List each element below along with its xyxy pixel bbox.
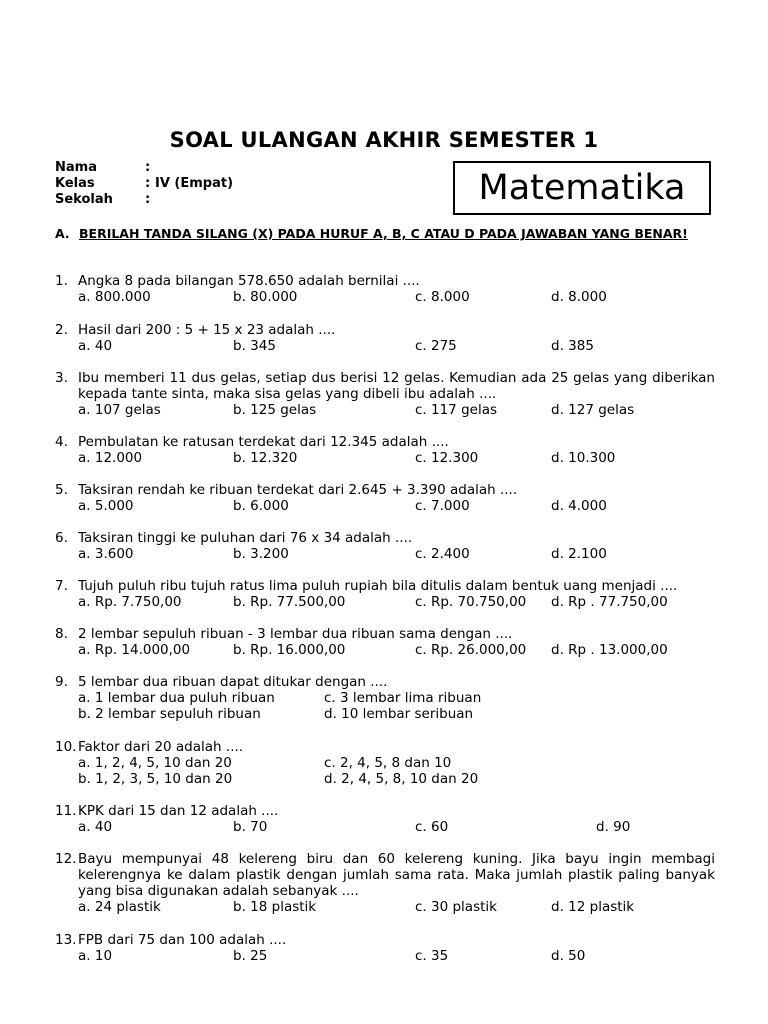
question-number: 9. bbox=[55, 674, 68, 690]
question-number: 7. bbox=[55, 578, 68, 594]
question-number: 10. bbox=[55, 739, 77, 755]
answer-option-a[interactable]: a. 40 bbox=[78, 819, 113, 835]
answer-option-b[interactable]: b. 12.320 bbox=[233, 450, 298, 466]
answer-options bbox=[78, 899, 715, 915]
field-kelas bbox=[55, 176, 233, 192]
question-3 bbox=[55, 370, 715, 418]
answer-option-d[interactable]: d. 2.100 bbox=[551, 546, 607, 562]
question-number: 2. bbox=[55, 322, 68, 338]
field-sekolah bbox=[55, 192, 233, 208]
question-5 bbox=[55, 482, 715, 514]
answer-option-b[interactable]: b. 345 bbox=[233, 338, 276, 354]
answer-option-a[interactable]: a. 107 gelas bbox=[78, 402, 161, 418]
answer-option-b[interactable]: b. Rp. 77.500,00 bbox=[233, 594, 346, 610]
colon: : bbox=[145, 160, 151, 175]
question-number: 4. bbox=[55, 434, 68, 450]
question-2 bbox=[55, 322, 715, 354]
answer-option-d[interactable]: d. Rp . 13.000,00 bbox=[551, 642, 668, 658]
question-11 bbox=[55, 803, 715, 835]
section-instruction bbox=[55, 226, 705, 241]
answer-option-c[interactable]: c. 7.000 bbox=[415, 498, 470, 514]
answer-options bbox=[78, 706, 715, 722]
answer-option-b[interactable]: b. 2 lembar sepuluh ribuan bbox=[78, 706, 261, 722]
question-text: Bayu mempunyai 48 kelereng biru dan 60 kelereng kuning. Jika bayu ingin membagi kelerengnya ke dalam plastik dengan jumlah sama rata. Maka jumlah plastik paling banyak yang bisa digunakan adalah sebanyak .... bbox=[78, 851, 715, 899]
colon: : bbox=[145, 176, 151, 191]
question-7 bbox=[55, 578, 715, 610]
answer-option-d[interactable]: d. 8.000 bbox=[551, 289, 607, 305]
question-13 bbox=[55, 932, 715, 964]
answer-option-a[interactable]: a. 10 bbox=[78, 948, 113, 964]
answer-option-c[interactable]: c. 30 plastik bbox=[415, 899, 497, 915]
answer-option-c[interactable]: c. 117 gelas bbox=[415, 402, 497, 418]
answer-option-a[interactable]: a. 40 bbox=[78, 338, 113, 354]
answer-option-d[interactable]: d. 4.000 bbox=[551, 498, 607, 514]
field-label: Sekolah bbox=[55, 192, 113, 207]
answer-option-c[interactable]: c. 3 lembar lima ribuan bbox=[324, 690, 482, 706]
answer-options bbox=[78, 546, 715, 562]
answer-option-a[interactable]: a. 1, 2, 4, 5, 10 dan 20 bbox=[78, 755, 232, 771]
answer-option-c[interactable]: c. 275 bbox=[415, 338, 457, 354]
answer-option-a[interactable]: a. 5.000 bbox=[78, 498, 134, 514]
question-9 bbox=[55, 674, 715, 722]
answer-option-c[interactable]: c. 60 bbox=[415, 819, 449, 835]
answer-option-d[interactable]: d. 90 bbox=[596, 819, 631, 835]
question-text: Faktor dari 20 adalah .... bbox=[78, 739, 244, 755]
question-text: Ibu memberi 11 dus gelas, setiap dus berisi 12 gelas. Kemudian ada 25 gelas yang diberikan kepada tante sinta, maka sisa gelas yang dibeli ibu adalah .... bbox=[78, 370, 715, 402]
question-number: 11. bbox=[55, 803, 77, 819]
answer-options bbox=[78, 948, 715, 964]
answer-option-a[interactable]: a. Rp. 14.000,00 bbox=[78, 642, 191, 658]
answer-option-d[interactable]: d. 127 gelas bbox=[551, 402, 635, 418]
subject-box: Matematika bbox=[453, 161, 711, 215]
question-number: 1. bbox=[55, 273, 68, 289]
question-text: Taksiran rendah ke ribuan terdekat dari 2.645 + 3.390 adalah .... bbox=[78, 482, 518, 498]
section-letter: A. bbox=[55, 226, 70, 241]
question-12 bbox=[55, 851, 715, 915]
answer-option-c[interactable]: c. 2, 4, 5, 8 dan 10 bbox=[324, 755, 452, 771]
answer-option-b[interactable]: b. 1, 2, 3, 5, 10 dan 20 bbox=[78, 771, 233, 787]
question-number: 8. bbox=[55, 626, 68, 642]
question-text: Angka 8 pada bilangan 578.650 adalah bernilai .... bbox=[78, 273, 420, 289]
answer-option-a[interactable]: a. 1 lembar dua puluh ribuan bbox=[78, 690, 275, 706]
question-number: 12. bbox=[55, 851, 77, 867]
answer-options bbox=[78, 338, 715, 354]
answer-options bbox=[78, 594, 715, 610]
answer-option-d[interactable]: d. 10.300 bbox=[551, 450, 616, 466]
answer-option-a[interactable]: a. Rp. 7.750,00 bbox=[78, 594, 182, 610]
student-identity bbox=[55, 160, 233, 208]
question-8 bbox=[55, 626, 715, 658]
field-label: Kelas bbox=[55, 176, 95, 191]
question-number: 6. bbox=[55, 530, 68, 546]
question-text: Tujuh puluh ribu tujuh ratus lima puluh rupiah bila ditulis dalam bentuk uang menjadi .... bbox=[78, 578, 678, 594]
question-10 bbox=[55, 739, 715, 787]
answer-option-b[interactable]: b. 6.000 bbox=[233, 498, 289, 514]
answer-option-c[interactable]: c. 2.400 bbox=[415, 546, 470, 562]
answer-option-d[interactable]: d. 50 bbox=[551, 948, 586, 964]
answer-option-c[interactable]: c. Rp. 26.000,00 bbox=[415, 642, 527, 658]
answer-options bbox=[78, 755, 715, 771]
answer-options bbox=[78, 771, 715, 787]
question-1 bbox=[55, 273, 715, 305]
answer-options bbox=[78, 289, 715, 305]
answer-option-d[interactable]: d. 385 bbox=[551, 338, 594, 354]
answer-option-a[interactable]: a. 12.000 bbox=[78, 450, 143, 466]
answer-option-a[interactable]: a. 800.000 bbox=[78, 289, 151, 305]
answer-option-b[interactable]: b. 80.000 bbox=[233, 289, 298, 305]
answer-option-c[interactable]: c. 35 bbox=[415, 948, 449, 964]
question-4 bbox=[55, 434, 715, 466]
answer-options bbox=[78, 642, 715, 658]
answer-option-d[interactable]: d. Rp . 77.750,00 bbox=[551, 594, 668, 610]
answer-option-d[interactable]: d. 12 plastik bbox=[551, 899, 635, 915]
question-text: Pembulatan ke ratusan terdekat dari 12.345 adalah .... bbox=[78, 434, 449, 450]
field-label: Nama bbox=[55, 160, 97, 175]
answer-options bbox=[78, 819, 715, 835]
answer-option-a[interactable]: a. 3.600 bbox=[78, 546, 134, 562]
answer-option-b[interactable]: b. 3.200 bbox=[233, 546, 289, 562]
question-text: 2 lembar sepuluh ribuan - 3 lembar dua ribuan sama dengan .... bbox=[78, 626, 513, 642]
question-number: 13. bbox=[55, 932, 77, 948]
answer-options bbox=[78, 690, 715, 706]
answer-option-d[interactable]: d. 2, 4, 5, 8, 10 dan 20 bbox=[324, 771, 479, 787]
answer-option-b[interactable]: b. 25 bbox=[233, 948, 268, 964]
field-value: IV (Empat) bbox=[155, 176, 234, 191]
field-nama bbox=[55, 160, 233, 176]
answer-option-a[interactable]: a. 24 plastik bbox=[78, 899, 161, 915]
question-number: 5. bbox=[55, 482, 68, 498]
question-text: Taksiran tinggi ke puluhan dari 76 x 34 adalah .... bbox=[78, 530, 413, 546]
answer-option-d[interactable]: d. 10 lembar seribuan bbox=[324, 706, 474, 722]
page-title: SOAL ULANGAN AKHIR SEMESTER 1 bbox=[169, 128, 599, 152]
colon: : bbox=[145, 192, 151, 207]
answer-options bbox=[78, 450, 715, 466]
answer-option-b[interactable]: b. 70 bbox=[233, 819, 268, 835]
answer-option-b[interactable]: b. 18 plastik bbox=[233, 899, 317, 915]
answer-option-b[interactable]: b. 125 gelas bbox=[233, 402, 317, 418]
question-6 bbox=[55, 530, 715, 562]
answer-option-c[interactable]: c. Rp. 70.750,00 bbox=[415, 594, 527, 610]
question-number: 3. bbox=[55, 370, 68, 386]
answer-option-b[interactable]: b. Rp. 16.000,00 bbox=[233, 642, 346, 658]
answer-options bbox=[78, 402, 715, 418]
answer-option-c[interactable]: c. 12.300 bbox=[415, 450, 479, 466]
question-text: KPK dari 15 dan 12 adalah .... bbox=[78, 803, 279, 819]
question-text: Hasil dari 200 : 5 + 15 x 23 adalah .... bbox=[78, 322, 336, 338]
question-text: 5 lembar dua ribuan dapat ditukar dengan .... bbox=[78, 674, 388, 690]
answer-options bbox=[78, 498, 715, 514]
question-text: FPB dari 75 dan 100 adalah .... bbox=[78, 932, 287, 948]
answer-option-c[interactable]: c. 8.000 bbox=[415, 289, 470, 305]
instruction-text: BERILAH TANDA SILANG (X) PADA HURUF A, B, C ATAU D PADA JAWABAN YANG BENAR! bbox=[79, 226, 688, 241]
